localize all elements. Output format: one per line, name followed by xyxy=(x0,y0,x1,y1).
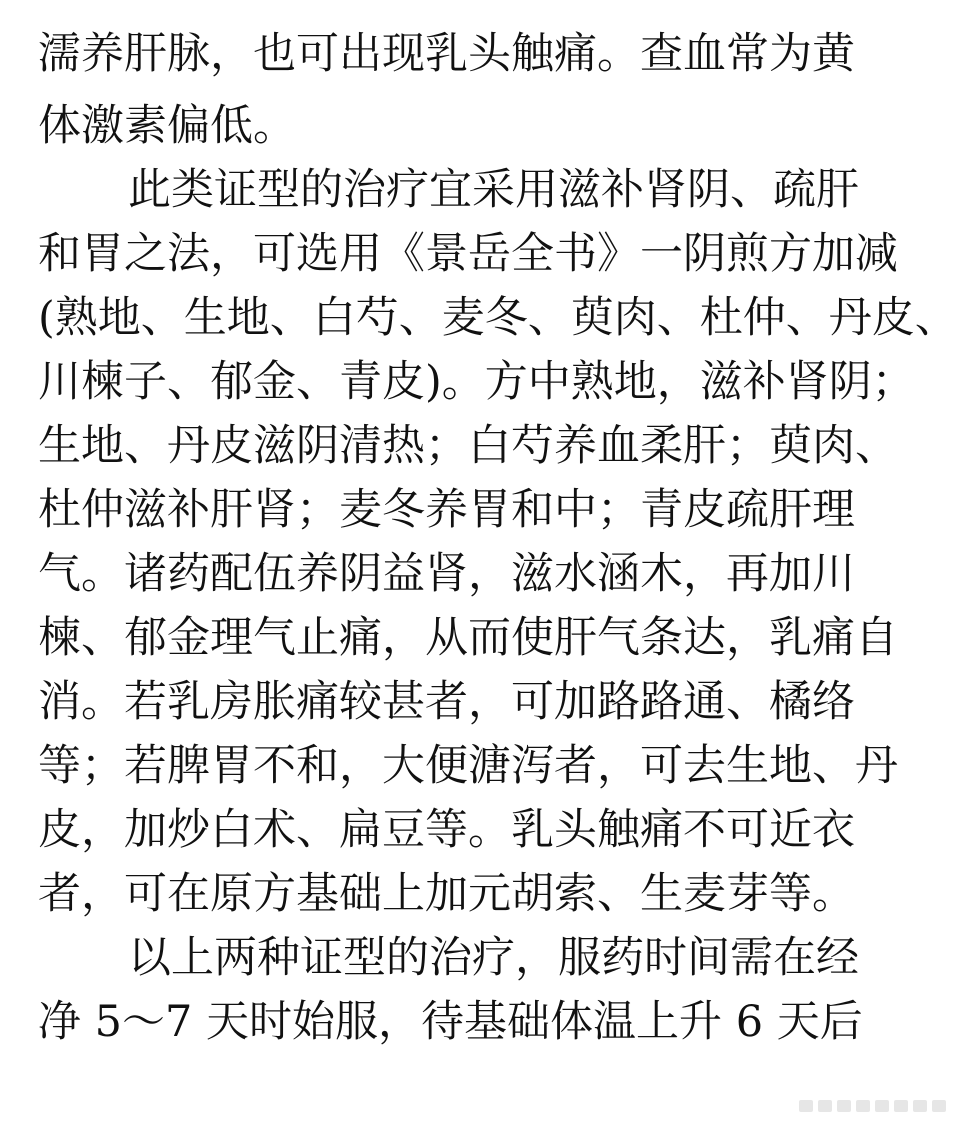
text-line-4: 和胃之法，可选用《景岳全书》一阴煎方加减 xyxy=(38,229,898,279)
text-line-12: 等；若脾胃不和，大便溏泻者，可去生地、丹 xyxy=(38,741,898,791)
text-line-9: 气。诸药配伍养阴益肾，滋水涵木，再加川 xyxy=(38,549,855,599)
text-line-16: 净 5～7 天时始服，待基础体温上升 6 天后 xyxy=(38,997,863,1047)
text-line-15: 以上两种证型的治疗，服药时间需在经 xyxy=(128,933,859,983)
watermark-bar xyxy=(875,1100,889,1112)
text-line-5: (熟地、生地、白芍、麦冬、萸肉、杜仲、丹皮、 xyxy=(38,293,958,343)
text-line-6: 川楝子、郁金、青皮)。方中熟地，滋补肾阴； xyxy=(38,357,915,407)
text-line-2: 体激素偏低。 xyxy=(38,101,296,151)
text-line-10: 楝、郁金理气止痛，从而使肝气条达，乳痛自 xyxy=(38,613,898,663)
watermark-bar xyxy=(932,1100,946,1112)
watermark-bar xyxy=(799,1100,813,1112)
text-line-13: 皮，加炒白术、扁豆等。乳头触痛不可近衣 xyxy=(38,805,855,855)
text-line-14: 者，可在原方基础上加元胡索、生麦芽等。 xyxy=(38,869,855,919)
watermark-bar xyxy=(913,1100,927,1112)
text-line-7: 生地、丹皮滋阴清热；白芍养血柔肝；萸肉、 xyxy=(38,421,898,471)
text-line-1: 濡养肝脉，也可出现乳头触痛。查血常为黄 xyxy=(38,29,855,79)
watermark-bars xyxy=(799,1093,949,1119)
watermark-bar xyxy=(818,1100,832,1112)
text-line-11: 消。若乳房胀痛较甚者，可加路路通、橘络 xyxy=(38,677,855,727)
watermark-bar xyxy=(894,1100,908,1112)
watermark-bar xyxy=(856,1100,870,1112)
text-line-8: 杜仲滋补肝肾；麦冬养胃和中；青皮疏肝理 xyxy=(38,485,855,535)
watermark-bar xyxy=(837,1100,851,1112)
text-line-3: 此类证型的治疗宜采用滋补肾阴、疏肝 xyxy=(128,165,859,215)
